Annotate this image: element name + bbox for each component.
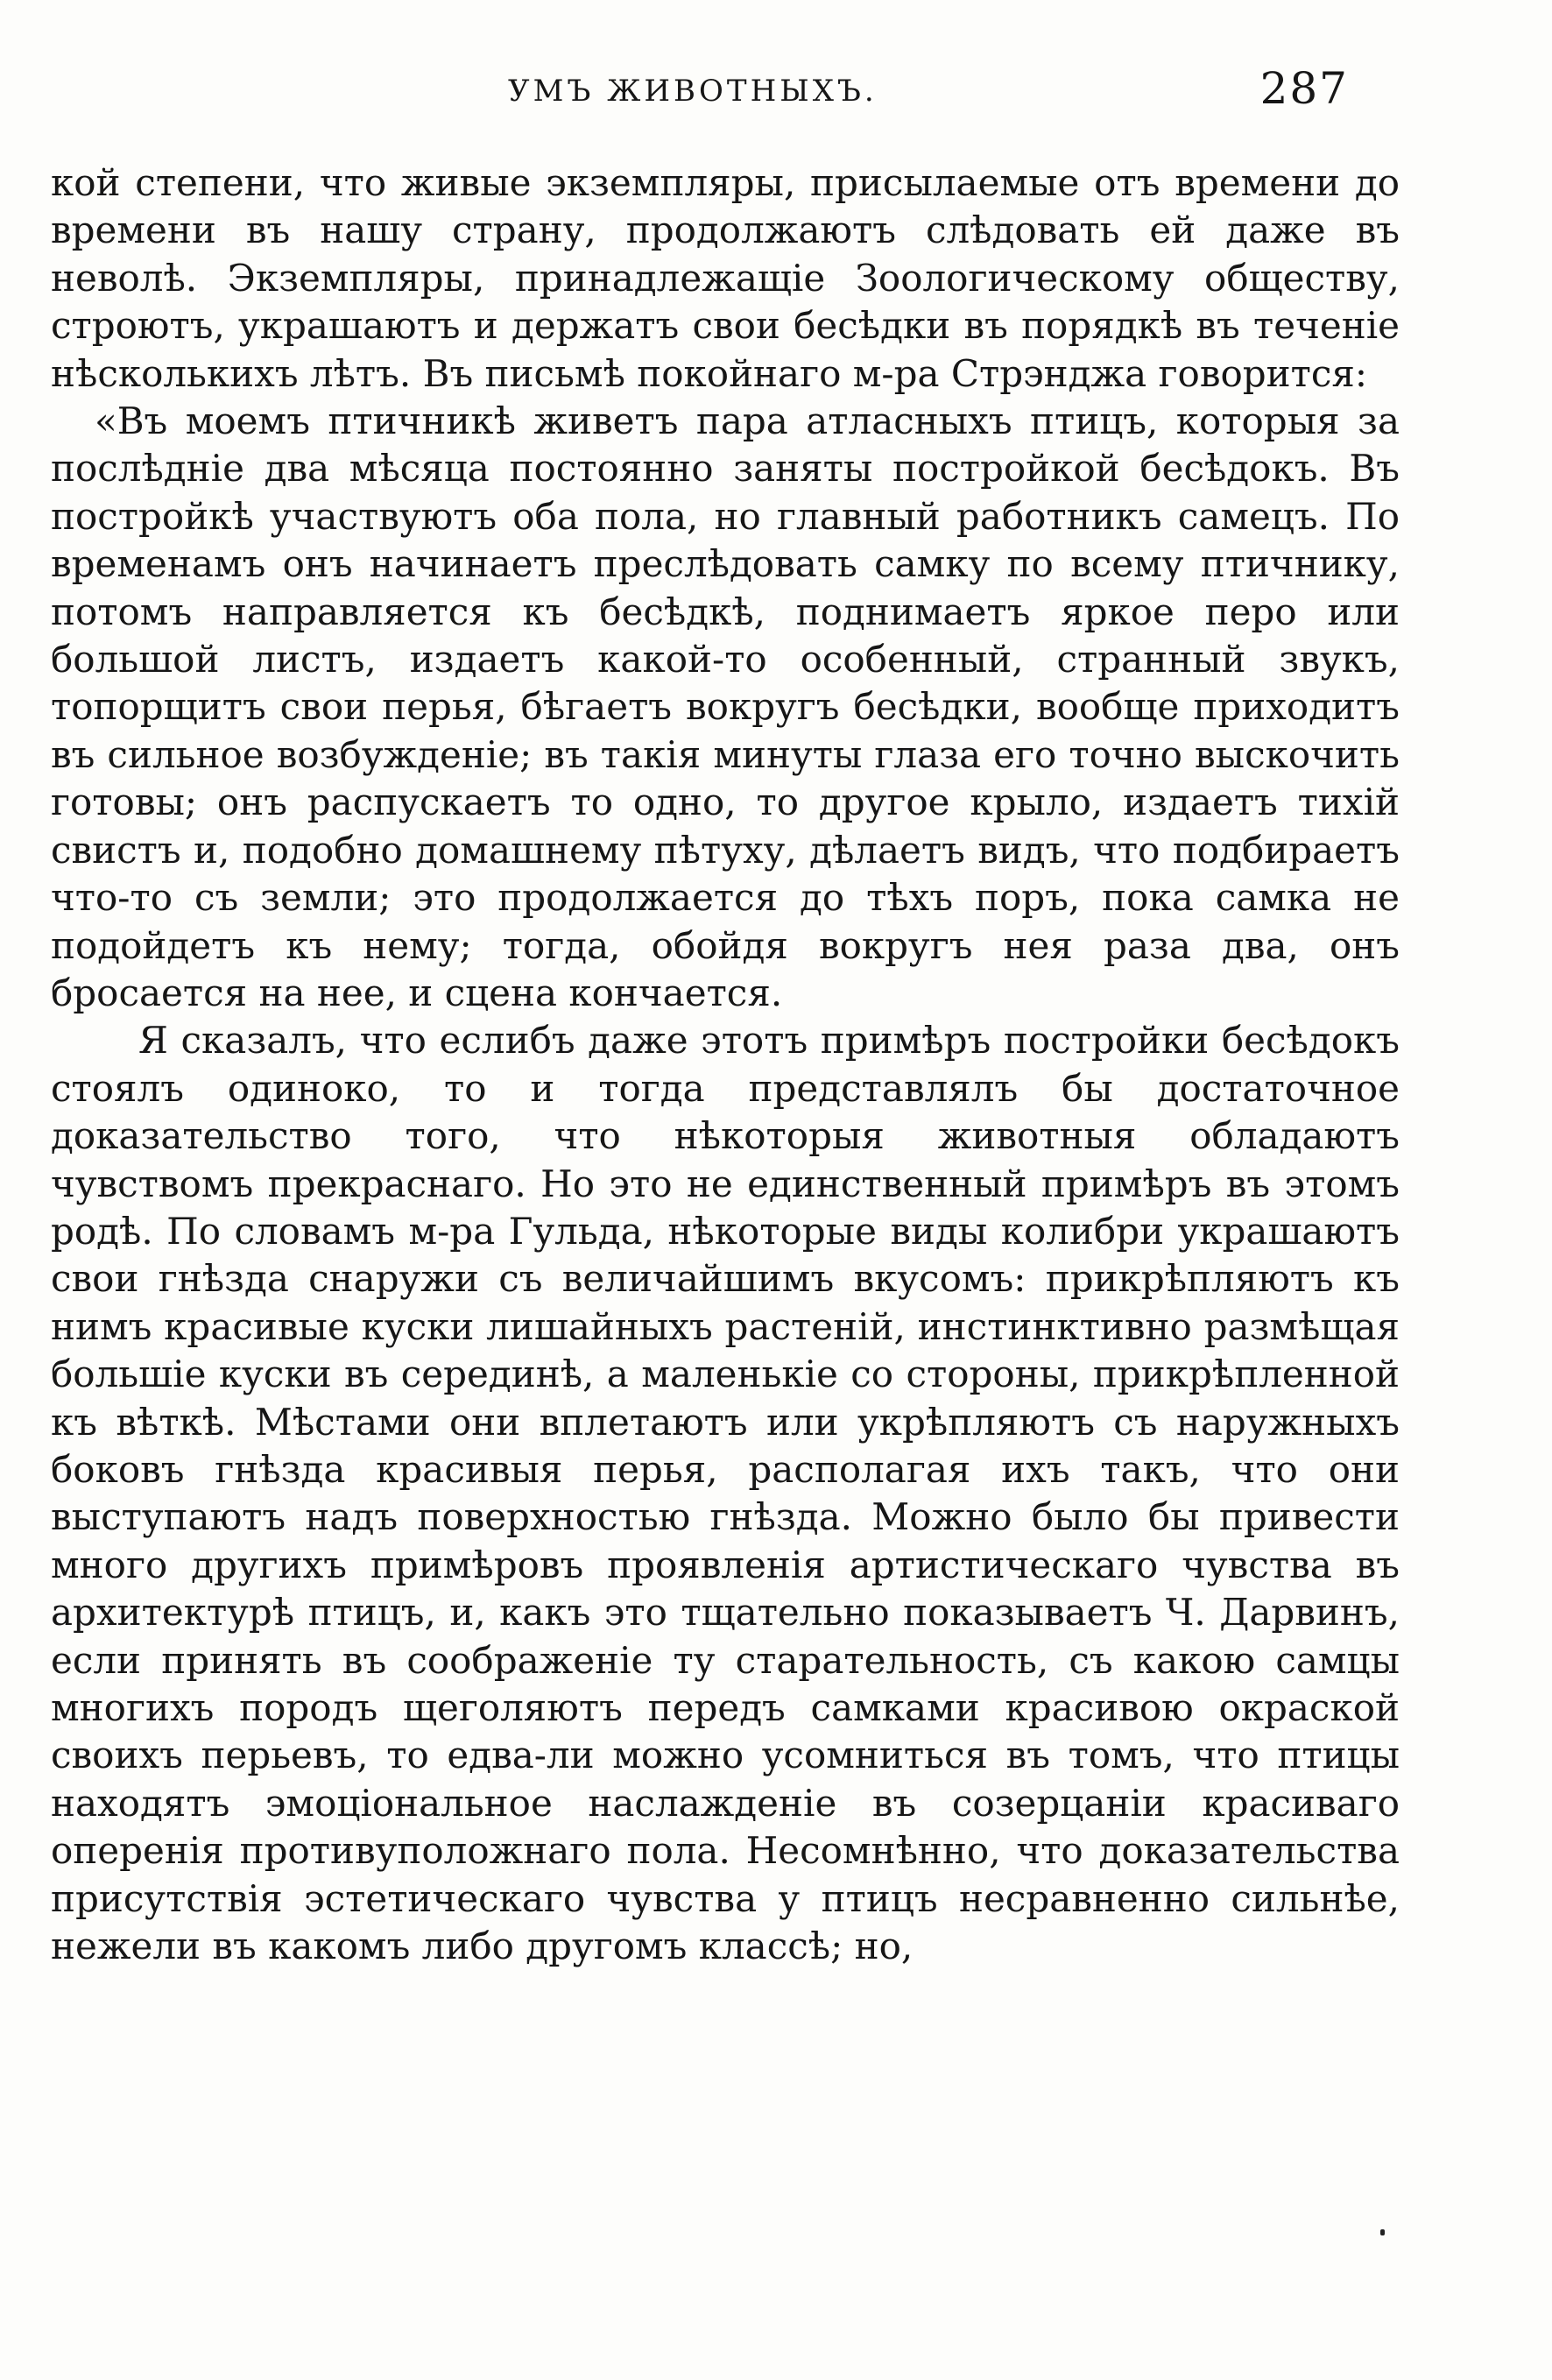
running-title: УМЪ ЖИВОТНЫХЪ.	[508, 74, 878, 109]
paragraph-continuation: кой степени, что живые экземпляры, присылаемые отъ времени до времени въ нашу страну, продолжаютъ слѣдовать ей даже въ неволѣ. Экземпляры, принадлежащіе Зоологическому обществу, строютъ, украшаютъ и держатъ свои бесѣдки въ порядкѣ въ теченіе нѣсколькихъ лѣтъ. Въ письмѣ покойнаго м-ра Стрэнджа говорится:	[51, 161, 1400, 395]
page-body	[51, 159, 1400, 1970]
page-header	[53, 63, 1349, 124]
ink-speck	[1380, 2229, 1385, 2235]
paragraph-main: Я сказалъ, что еслибъ даже этотъ примѣръ постройки бесѣдокъ стоялъ одиноко, то и тогда представлялъ бы достаточное доказательство того, что нѣкоторыя животныя обладаютъ чувствомъ прекраснаго. Но это не единственный примѣръ въ этомъ родѣ. По словамъ м-ра Гульда, нѣкоторые виды колибри украшаютъ свои гнѣзда снаружи съ величайшимъ вкусомъ: прикрѣпляютъ къ нимъ красивые куски лишайныхъ растеній, инстинктивно размѣщая большіе куски въ серединѣ, а маленькіе со стороны, прикрѣпленной къ вѣткѣ. Мѣстами они вплетаютъ или укрѣпляютъ съ наружныхъ боковъ гнѣзда красивыя перья, располагая ихъ такъ, что они выступаютъ надъ поверхностью гнѣзда. Можно было бы привести много другихъ примѣровъ проявленія артистическаго чувства въ архитектурѣ птицъ, и, какъ это тщательно показываетъ Ч. Дарвинъ, если принять въ соображеніе ту старательность, съ какою самцы многихъ породъ щеголяютъ передъ самками красивою окраской своихъ перьевъ, то едва-ли можно усомниться въ томъ, что птицы находятъ эмоціональное наслажденіе въ созерцаніи красиваго оперенія противуположнаго пола. Несомнѣнно, что доказательства присутствія эстетическаго чувства у птицъ несравненно сильнѣе, нежели въ какомъ либо другомъ классѣ; но,	[51, 1019, 1400, 1968]
page-number: 287	[1259, 63, 1349, 114]
paragraph-quotation: «Въ моемъ птичникѣ живетъ пара атласныхъ птицъ, которыя за послѣдніе два мѣсяца постоянно заняты постройкой бесѣдокъ. Въ постройкѣ участвуютъ оба пола, но главный работникъ самецъ. По временамъ онъ начинаетъ преслѣдовать самку по всему птичнику, потомъ направляется къ бесѣдкѣ, поднимаетъ яркое перо или большой листъ, издаетъ какой-то особенный, странный звукъ, топорщитъ свои перья, бѣгаетъ вокругъ бесѣдки, вообще приходитъ въ сильное возбужденіе; въ такія минуты глаза его точно выскочить готовы; онъ распускаетъ то одно, то другое крыло, издаетъ тихій свистъ и, подобно домашнему пѣтуху, дѣлаетъ видъ, что подбираетъ что-то съ земли; это продолжается до тѣхъ поръ, пока самка не подойдетъ къ нему; тогда, обойдя вокругъ нея раза два, онъ бросается на нее, и сцена кончается.	[51, 399, 1400, 1014]
